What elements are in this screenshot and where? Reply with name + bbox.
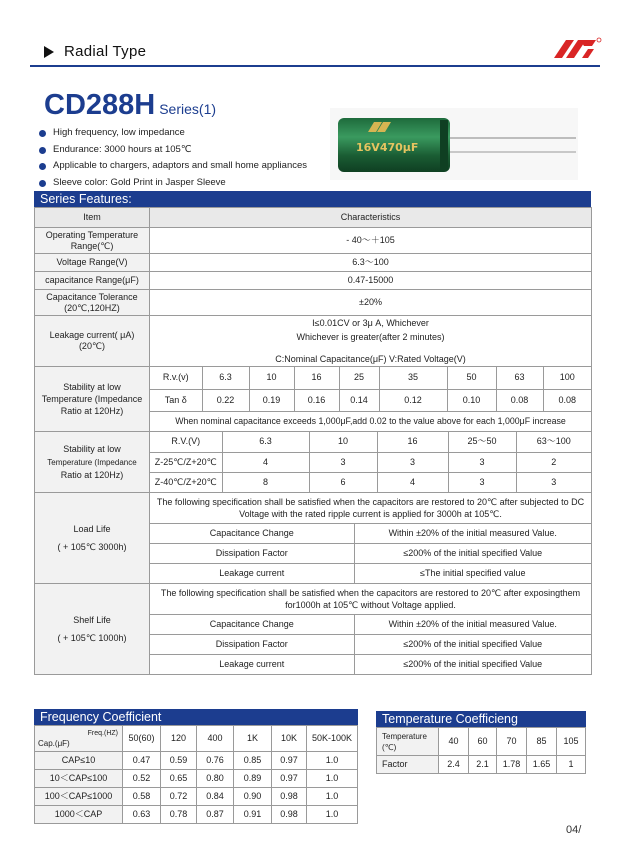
table-row [150,472,591,492]
rv-cell: 6.3 [202,367,249,389]
table-row [35,208,592,228]
shelf-key: Leakage current [150,654,354,674]
col-item: Item [35,208,150,228]
z25-cell: 4 [222,452,309,472]
load-key: Dissipation Factor [150,543,354,563]
shelf-life-line: Shelf Life [73,615,111,625]
tan-cell: 0.08 [496,389,543,411]
table-row [150,614,591,634]
table-row [377,756,586,774]
rv-label: R.v.(v) [150,367,202,389]
freq-cell: 0.85 [234,752,272,770]
z40-cell: 4 [377,472,448,492]
freq-cell: 0.97 [272,752,307,770]
cap-range-value: 0.47-15000 [150,272,592,290]
freq-cell: 0.89 [234,770,272,788]
shelf-key: Dissipation Factor [150,634,354,654]
stability1-label: Stability at low Temperature (Impedance Ratio at 120Hz) [35,367,150,432]
tan-cell: 0.08 [543,389,591,411]
series-features-heading: Series Features: [34,191,591,207]
temperature-table [376,727,586,774]
freq-cell: 1.0 [307,770,358,788]
z40-cell: 6 [309,472,377,492]
freq-cell: 0.80 [197,770,234,788]
voltage-value: 6.3～100 [150,254,592,272]
rv-cell: 100 [543,367,591,389]
tan-label: Tan δ [150,389,202,411]
load-life-cell [150,493,592,584]
freq-row-label: CAP≤10 [35,752,123,770]
leakage-line: C:Nominal Capacitance(μF) V:Rated Voltage(V) [275,354,466,364]
load-life-label [35,493,150,584]
freq-col: 1K [234,726,272,752]
table-row [150,411,591,431]
factor-cell: 2.1 [469,756,497,774]
stability2-line: Ratio at 120Hz) [60,469,124,480]
factor-cell: 2.4 [439,756,469,774]
op-temp-value: - 40～＋105 [150,228,592,254]
z25-cell: 3 [377,452,448,472]
table-row [35,493,592,584]
feature-bullets [38,125,307,191]
z40-cell: 8 [222,472,309,492]
frequency-table [34,725,358,824]
freq-cell: 0.91 [234,806,272,824]
capacitor-marking: 16V470μF [356,141,419,154]
load-life-line: Load Life [73,524,111,534]
load-value: Within ±20% of the initial measured Value. [354,523,591,543]
freq-cell: 1.0 [307,806,358,824]
shelf-life-label [35,584,150,675]
tan-cell: 0.16 [294,389,339,411]
table-row [150,563,591,583]
freq-cell: 1.0 [307,752,358,770]
shelf-key: Capacitance Change [150,614,354,634]
rv-cell: 25～50 [448,432,516,452]
stability-note: When nominal capacitance exceeds 1,000μF,add 0.02 to the value above for each 1,000μF increase [150,411,591,431]
table-row [150,389,591,411]
freq-col: 120 [161,726,197,752]
tan-cell: 0.12 [379,389,447,411]
table-row [150,543,591,563]
bullet-item: Endurance: 3000 hours at 105℃ [38,142,307,159]
temperature-heading: Temperature Coefficieng [376,711,586,727]
shelf-life-line: ( + 105℃ 1000h) [57,633,127,643]
freq-cell: 0.65 [161,770,197,788]
temp-cell: 70 [497,728,527,756]
z25-cell: 3 [448,452,516,472]
tan-cell: 0.19 [249,389,294,411]
temp-cell: 105 [557,728,586,756]
table-row [35,726,358,752]
rv-cell: 10 [309,432,377,452]
freq-row-label: 10＜CAP≤100 [35,770,123,788]
product-title [44,89,216,122]
stability1-cell [150,367,592,432]
freq-cell: 0.98 [272,788,307,806]
stability1-table [150,367,591,431]
voltage-label: Voltage Range(V) [35,254,150,272]
leakage-line: I≤0.01CV or 3μ A, Whichever [312,318,429,328]
freq-cell: 0.47 [123,752,161,770]
freq-col: 50(60) [123,726,161,752]
table-row [35,770,358,788]
freq-corner [35,726,123,752]
table-row [35,584,592,675]
table-row [35,290,592,316]
table-row [35,788,358,806]
factor-label: Factor [377,756,439,774]
load-value: ≤The initial specified value [354,563,591,583]
table-row [150,452,591,472]
bullet-item: High frequency, low impedance [38,125,307,142]
tolerance-label: Capacitance Tolerance (20℃,120HZ) [35,290,150,316]
freq-cell: 0.97 [272,770,307,788]
tan-cell: 0.10 [447,389,496,411]
shelf-life-table [150,584,591,674]
page-header [0,0,630,68]
load-life-spec: The following specification shall be satisfied when the capacitors are restored to 20℃ after subjected to DC Voltage with the rated ripple current is applied for 3000h at 105℃. [150,493,591,523]
z25-label: Z-25℃/Z+20℃ [150,452,222,472]
temp-cell: 60 [469,728,497,756]
freq-col: 50K-100K [307,726,358,752]
freq-cell: 0.90 [234,788,272,806]
freq-col: 400 [197,726,234,752]
load-key: Capacitance Change [150,523,354,543]
freq-cell: 0.58 [123,788,161,806]
stability2-table [150,432,591,492]
shelf-life-cell [150,584,592,675]
freq-cell: 0.78 [161,806,197,824]
page-number: 04/ [566,824,582,836]
leakage-label: Leakage current( μA) (20℃) [35,316,150,367]
z40-label: Z-40℃/Z+20℃ [150,472,222,492]
bullet-item: Sleeve color: Gold Print in Jasper Sleeve [38,175,307,192]
rv-cell: 10 [249,367,294,389]
freq-cell: 0.87 [197,806,234,824]
rv-cell: 50 [447,367,496,389]
z40-cell: 3 [516,472,591,492]
load-life-line: ( + 105℃ 3000h) [57,542,127,552]
frequency-heading: Frequency Coefficient [34,709,358,725]
shelf-value: ≤200% of the initial specified Value [354,654,591,674]
table-row [35,806,358,824]
table-row [150,584,591,614]
freq-cell: 1.0 [307,788,358,806]
cap-range-label: capacitance Range(μF) [35,272,150,290]
freq-col: 10K [272,726,307,752]
rv-cell: 16 [377,432,448,452]
freq-cell: 0.59 [161,752,197,770]
temp-cell: 40 [439,728,469,756]
factor-cell: 1.65 [527,756,557,774]
stability2-label [35,432,150,493]
freq-cell: 0.84 [197,788,234,806]
freq-cell: 0.98 [272,806,307,824]
rv-cell: 25 [339,367,379,389]
shelf-value: ≤200% of the initial specified Value [354,634,591,654]
freq-row-label: 100＜CAP≤1000 [35,788,123,806]
series-label: Series(1) [159,101,217,117]
freq-cell: 0.52 [123,770,161,788]
triangle-bullet-icon [44,46,54,58]
rv-cell: 63 [496,367,543,389]
freq-cell: 0.63 [123,806,161,824]
col-characteristics: Characteristics [150,208,592,228]
rv-cell: 16 [294,367,339,389]
brand-logo-icon [552,36,602,60]
leakage-value [150,316,592,367]
table-row [35,272,592,290]
table-row [35,752,358,770]
table-row [35,254,592,272]
table-row [150,367,591,389]
header-rule [30,65,600,67]
table-row [35,367,592,432]
freq-cell: 0.72 [161,788,197,806]
section-label: Radial Type [64,43,147,60]
rv-cell: 35 [379,367,447,389]
factor-cell: 1 [557,756,586,774]
freq-corner-top: Freq.(HZ) [87,730,118,737]
z40-cell: 3 [448,472,516,492]
model-name: CD288H [44,89,156,121]
tolerance-value: ±20% [150,290,592,316]
freq-cell: 0.76 [197,752,234,770]
stability2-line: Stability at low [63,443,121,454]
rv-label: R.V.(V) [150,432,222,452]
op-temp-label: Operating Temperature Range(℃) [35,228,150,254]
temp-cell: 85 [527,728,557,756]
load-key: Leakage current [150,563,354,583]
table-row [35,432,592,493]
table-row [35,228,592,254]
table-row [150,654,591,674]
table-row [35,316,592,367]
table-row [150,523,591,543]
table-row [150,493,591,523]
stability2-line: Temperature (Impedance [47,457,137,467]
stability2-cell [150,432,592,493]
z25-cell: 2 [516,452,591,472]
rv-cell: 6.3 [222,432,309,452]
factor-cell: 1.78 [497,756,527,774]
rv-cell: 63～100 [516,432,591,452]
series-features-table [34,207,592,675]
leakage-line: Whichever is greater(after 2 minutes) [296,332,445,342]
capacitor-image [330,108,578,180]
bullet-item: Applicable to chargers, adaptors and small home appliances [38,158,307,175]
shelf-life-spec: The following specification shall be satisfied when the capacitors are restored to 20℃ after exposingthem for1000h at 105℃ without Voltage applied. [150,584,591,614]
tan-cell: 0.14 [339,389,379,411]
z25-cell: 3 [309,452,377,472]
table-row [150,432,591,452]
temp-label: Temperature (℃) [377,728,439,756]
tan-cell: 0.22 [202,389,249,411]
table-row [377,728,586,756]
load-value: ≤200% of the initial specified Value [354,543,591,563]
load-life-table [150,493,591,583]
freq-row-label: 1000＜CAP [35,806,123,824]
table-row [150,634,591,654]
freq-corner-bottom: Cap.(μF) [38,739,70,748]
shelf-value: Within ±20% of the initial measured Value. [354,614,591,634]
